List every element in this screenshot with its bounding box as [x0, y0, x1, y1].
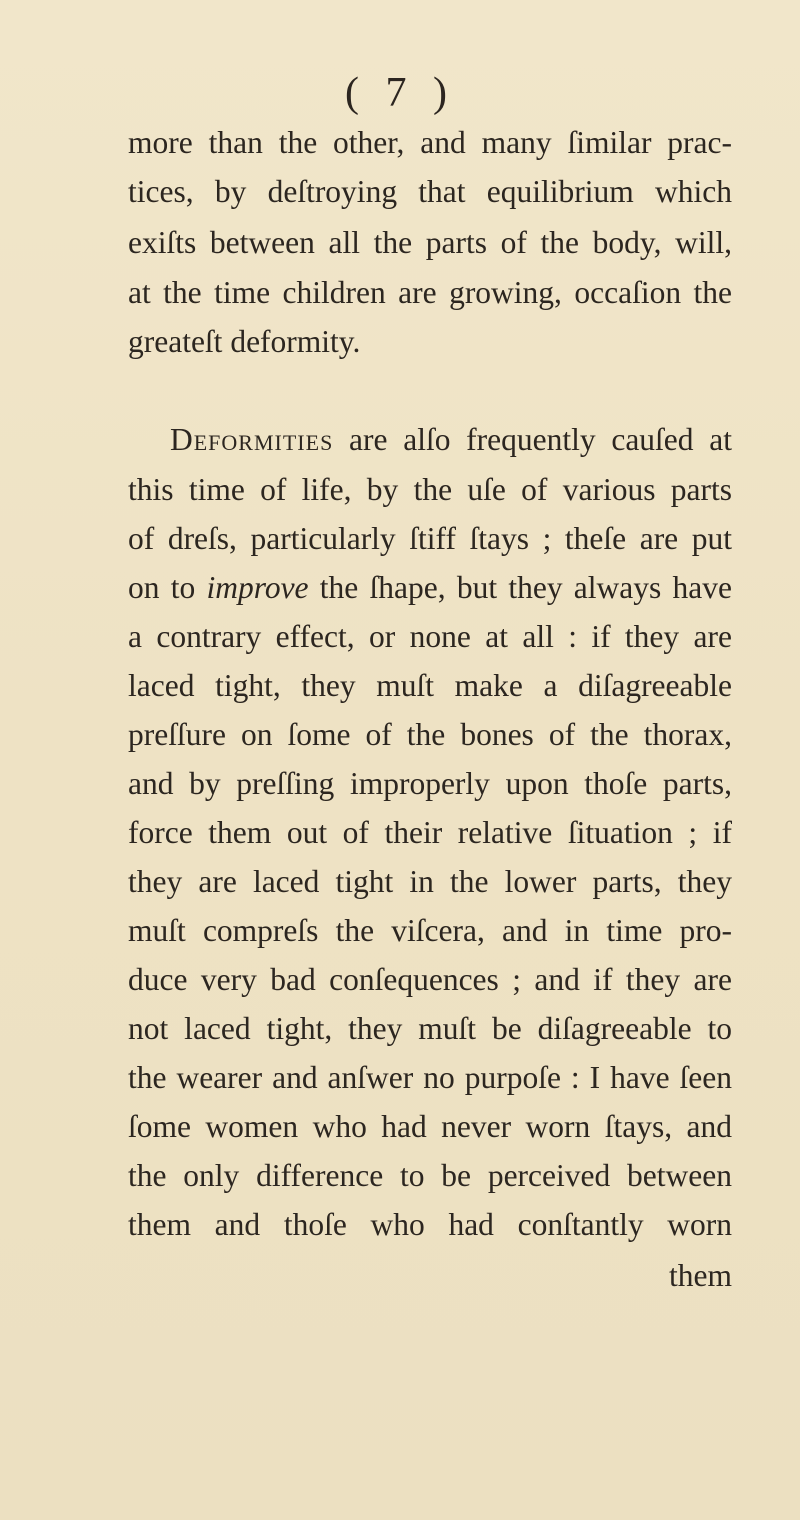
text-segment: the ſhape, but they always have [308, 570, 732, 605]
text-line: exiſts between all the parts of the body, will, [128, 225, 732, 260]
text-line: not laced tight, they muſt be diſagreeable to [128, 1011, 732, 1046]
text-line: of dreſs, particularly ſtiff ſtays ; theſe are put [128, 521, 732, 556]
text-line: laced tight, they muſt make a diſagreeable [128, 668, 732, 703]
emphasized-word: improve [206, 570, 309, 605]
text-line: preſſure on ſome of the bones of the thorax, [128, 717, 732, 752]
text-line: and by preſſing improperly upon thoſe parts, [128, 766, 732, 801]
text-line: them and thoſe who had conſtantly worn [128, 1207, 732, 1242]
paragraph-opening-rest: are alſo frequently cauſed at [333, 422, 732, 457]
text-line: a contrary effect, or none at all : if they are [128, 619, 732, 654]
text-line: the wearer and anſwer no purpoſe : I have ſeen [128, 1060, 732, 1095]
text-line: duce very bad conſequences ; and if they are [128, 962, 732, 997]
catchword: them [669, 1258, 732, 1293]
text-line: at the time children are growing, occaſion the [128, 275, 732, 310]
text-line: greateſt deformity. [128, 324, 361, 359]
text-line: more than the other, and many ſimilar prac- [128, 125, 732, 160]
text-line: this time of life, by the uſe of various parts [128, 472, 732, 507]
text-line: force them out of their relative ſituation ; if [128, 815, 732, 850]
paragraph-opening-line [170, 424, 732, 456]
paragraph-lead-word: Deformities [170, 422, 334, 457]
text-line-with-emphasis [128, 572, 732, 604]
text-line: they are laced tight in the lower parts, they [128, 864, 732, 899]
text-line: the only difference to be perceived between [128, 1158, 732, 1193]
page-number: ( 7 ) [345, 70, 455, 116]
text-line: ſome women who had never worn ſtays, and [128, 1109, 732, 1144]
text-line: muſt compreſs the viſcera, and in time pro- [128, 913, 732, 948]
text-segment: on to [128, 570, 207, 605]
text-line: tices, by deſtroying that equilibrium which [128, 174, 732, 209]
